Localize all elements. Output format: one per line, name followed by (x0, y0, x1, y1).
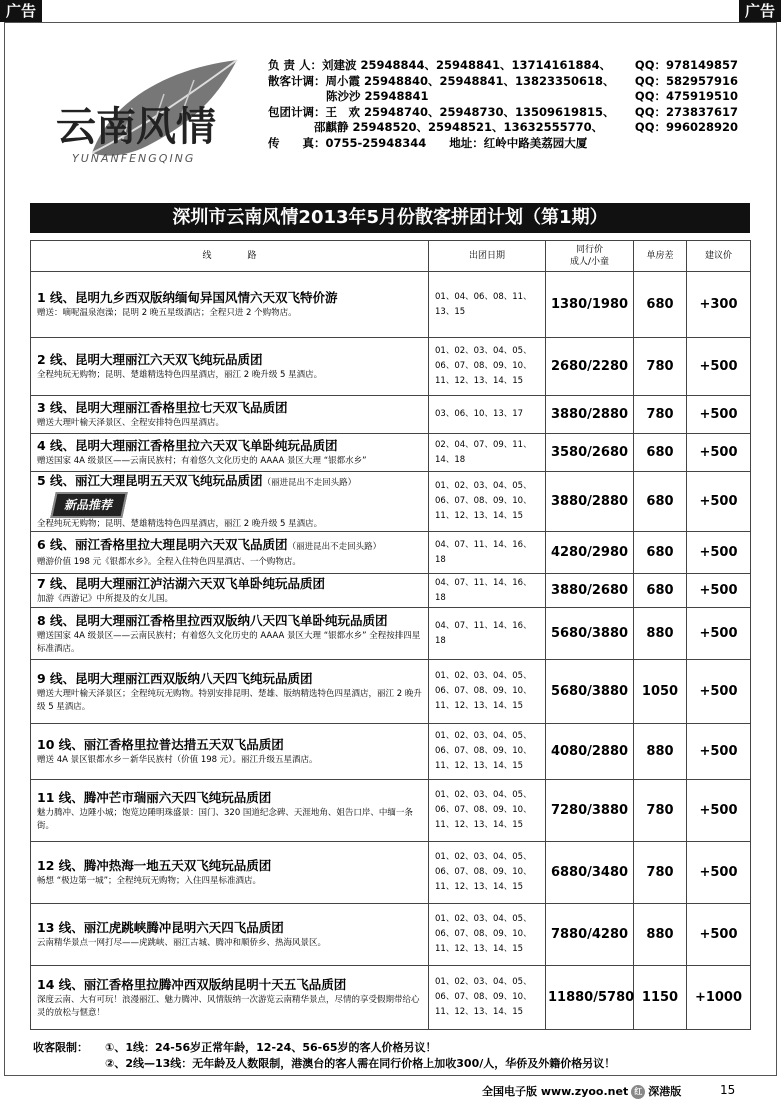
price-cell: 5680/3880 (546, 608, 634, 660)
header-single: 单房差 (634, 241, 687, 272)
dates-cell: 01、02、03、04、05、06、07、08、09、10、11、12、13、14、15 (429, 660, 546, 724)
price-cell: 3880/2880 (546, 472, 634, 532)
dates-cell: 01、02、03、04、05、06、07、08、09、10、11、12、13、14、15 (429, 966, 546, 1030)
single-cell: 880 (634, 904, 687, 966)
dates-cell: 01、02、03、04、05、06、07、08、09、10、11、12、13、14、15 (429, 780, 546, 842)
route-note: 赠送 4A 景区银都水乡－新华民族村（价值 198 元）。丽江升级五星酒店。 (37, 755, 318, 765)
route-note: 全程纯玩无购物；昆明、楚雄精选特色四星酒店，丽江 2 晚升级 5 星酒店。 (37, 370, 323, 380)
route-note: 深度云南、大有可玩！浪漫丽江、魅力腾冲、风情版纳一次游览云南精华景点，尽情的享受假期带给心灵的放松与惬意！ (37, 994, 420, 1018)
route-name: 9 线、昆明大理丽江西双版纳八天四飞纯玩品质团 (37, 670, 313, 686)
tour-plan-table (30, 240, 751, 1030)
route-hint: （丽进昆出不走回头路） (262, 478, 357, 488)
dates-cell: 01、02、03、04、05、06、07、08、09、10、11、12、13、14、15 (429, 472, 546, 532)
suggest-cell: +500 (687, 608, 751, 660)
contact-row: 邵麒静 25948520、25948521、13632555770、 QQ：996028920 (314, 120, 738, 134)
header-route: 线 路 (31, 241, 429, 272)
route-note: 赠游价值 198 元《银都水乡》。全程入住特色四星酒店、一个购物店。 (37, 557, 301, 567)
footer-badge: 红 (631, 1085, 645, 1099)
route-cell (31, 780, 429, 842)
table-row (31, 574, 751, 608)
yunnan-fengqing-logo (52, 58, 248, 168)
table-row (31, 842, 751, 904)
price-cell: 6880/3480 (546, 842, 634, 904)
table-row (31, 780, 751, 842)
contact-row: 负 责 人： 刘建波 25948844、25948841、13714161884、 QQ：978149857 (268, 58, 738, 72)
booking-limits (33, 1040, 753, 1072)
ad-label-right: 广告 (739, 0, 781, 22)
price-cell: 3880/2680 (546, 574, 634, 608)
table-row (31, 396, 751, 434)
suggest-cell: +500 (687, 338, 751, 396)
route-note: 赠送大理叶榆天泽景区、全程安排特色四星酒店。 (37, 418, 225, 428)
dates-cell: 01、02、03、04、05、06、07、08、09、10、11、12、13、14、15 (429, 338, 546, 396)
price-cell: 7880/4280 (546, 904, 634, 966)
table-row (31, 660, 751, 724)
route-cell (31, 272, 429, 338)
route-note: 赠送国家 4A 级景区——云南民族村；有着悠久文化历史的 AAAA 景区大理 “银都水乡” (37, 456, 367, 466)
single-cell: 680 (634, 574, 687, 608)
route-cell (31, 660, 429, 724)
suggest-cell: +500 (687, 660, 751, 724)
route-name: 8 线、昆明大理丽江香格里拉西双版纳八天四飞单卧纯玩品质团 (37, 612, 388, 628)
route-note: 赠送：嘀呢温泉泡澡；昆明 2 晚五星级酒店；全程只进 2 个购物店。 (37, 308, 297, 318)
route-cell (31, 608, 429, 660)
route-name: 12 线、腾冲热海一地五天双飞纯玩品质团 (37, 858, 272, 873)
route-name: 10 线、丽江香格里拉普达措五天双飞品质团 (37, 737, 284, 752)
footer-site: 全国电子版 www.zyoo.net (482, 1085, 629, 1098)
price-cell: 4080/2880 (546, 724, 634, 780)
single-cell: 680 (634, 434, 687, 472)
page-number: 15 (720, 1083, 736, 1097)
route-name: 6 线、丽江香格里拉大理昆明六天双飞品质团 (37, 537, 288, 552)
route-name: 3 线、昆明大理丽江香格里拉七天双飞品质团 (37, 400, 288, 415)
suggest-cell: +500 (687, 434, 751, 472)
route-note: 全程纯玩无购物；昆明、楚雄精选特色四星酒店，丽江 2 晚升级 5 星酒店。 (37, 519, 323, 529)
dates-cell: 04、07、11、14、16、18 (429, 608, 546, 660)
ad-label-left: 广告 (0, 0, 42, 22)
table-row (31, 272, 751, 338)
contact-row: 陈沙沙 25948841 QQ：475919510 (326, 89, 738, 103)
suggest-cell: +500 (687, 472, 751, 532)
suggest-cell: +500 (687, 724, 751, 780)
limits-line-2: ②、2线—13线：无年龄及人数限制，港澳台的客人需在同行价格上加收300/人，华侨及外籍价格另议！ (105, 1057, 616, 1070)
route-cell (31, 724, 429, 780)
price-cell: 2680/2280 (546, 338, 634, 396)
table-row (31, 338, 751, 396)
route-name: 14 线、丽江香格里拉腾冲西双版纳昆明十天五飞品质团 (37, 976, 347, 992)
route-note: 云南精华景点一网打尽——虎跳峡、丽江古城、腾冲和顺侨乡、热海风景区。 (37, 938, 327, 948)
route-cell (31, 532, 429, 574)
route-cell (31, 472, 429, 532)
suggest-cell: +500 (687, 574, 751, 608)
route-name: 2 线、昆明大理丽江六天双飞纯玩品质团 (37, 352, 263, 367)
table-row (31, 472, 751, 532)
single-cell: 780 (634, 842, 687, 904)
table-row (31, 904, 751, 966)
page-title: 深圳市云南风情2013年5月份散客拼团计划（第1期） (30, 203, 750, 233)
page-footer (0, 1080, 781, 1100)
price-cell: 5680/3880 (546, 660, 634, 724)
route-name: 13 线、丽江虎跳峡腾冲昆明六天四飞品质团 (37, 920, 284, 935)
limits-head: 收客限制： (33, 1041, 88, 1054)
price-cell: 1380/1980 (546, 272, 634, 338)
logo-text: 云南风情 (56, 103, 216, 150)
single-cell: 780 (634, 338, 687, 396)
single-cell: 880 (634, 608, 687, 660)
new-product-badge: 新品推荐 (50, 492, 128, 518)
header-suggest: 建议价 (687, 241, 751, 272)
route-note: 畅想 “极边第一城”；全程纯玩无购物；入住四星标准酒店。 (37, 876, 262, 886)
logo-subtext: YUNANFENGQING (72, 152, 196, 165)
suggest-cell: +500 (687, 532, 751, 574)
route-note: 赠送国家 4A 级景区——云南民族村；有着悠久文化历史的 AAAA 景区大理 “银都水乡” 全程按排四星标准酒店。 (37, 630, 421, 654)
contacts-block (268, 58, 738, 151)
dates-cell: 04、07、11、14、16、18 (429, 574, 546, 608)
contact-row: 传 真： 0755-25948344 地址：红岭中路美荔园大厦 (268, 135, 588, 150)
dates-cell: 01、02、03、04、05、06、07、08、09、10、11、12、13、14、15 (429, 842, 546, 904)
single-cell: 780 (634, 780, 687, 842)
route-cell (31, 574, 429, 608)
route-note: 赠送大理叶榆天泽景区；全程纯玩无购物。特别安排昆明、楚雄、版纳精选特色四星酒店，丽江 2 晚升级 5 星酒店。 (37, 688, 422, 712)
table-row (31, 434, 751, 472)
header-dates: 出团日期 (429, 241, 546, 272)
price-cell: 7280/3880 (546, 780, 634, 842)
dates-cell: 01、04、06、08、11、13、15 (429, 272, 546, 338)
dates-cell: 02、04、07、09、11、14、18 (429, 434, 546, 472)
route-cell (31, 966, 429, 1030)
price-cell: 3880/2880 (546, 396, 634, 434)
price-cell: 4280/2980 (546, 532, 634, 574)
route-name: 1 线、昆明九乡西双版纳缅甸异国风情六天双飞特价游 (37, 290, 338, 305)
route-name: 4 线、昆明大理丽江香格里拉六天双飞单卧纯玩品质团 (37, 438, 338, 453)
route-name: 11 线、腾冲芒市瑞丽六天四飞纯玩品质团 (37, 789, 272, 805)
table-row (31, 608, 751, 660)
single-cell: 680 (634, 472, 687, 532)
single-cell: 680 (634, 272, 687, 338)
route-name: 7 线、昆明大理丽江泸沽湖六天双飞单卧纯玩品质团 (37, 576, 326, 591)
single-cell: 880 (634, 724, 687, 780)
route-cell (31, 842, 429, 904)
route-hint: （丽进昆出不走回头路） (287, 542, 382, 552)
table-row (31, 724, 751, 780)
price-cell: 3580/2680 (546, 434, 634, 472)
route-note: 魅力腾冲、边陲小城；饱览边陲明珠盛景：国门、320 国道纪念碑、天涯地角、姐告口岸、中缅一条街。 (37, 807, 413, 831)
route-cell (31, 338, 429, 396)
suggest-cell: +500 (687, 904, 751, 966)
table-row (31, 966, 751, 1030)
dates-cell: 04、07、11、14、16、18 (429, 532, 546, 574)
footer-edition: 深港版 (648, 1085, 682, 1098)
dates-cell: 01、02、03、04、05、06、07、08、09、10、11、12、13、14、15 (429, 724, 546, 780)
single-cell: 1150 (634, 966, 687, 1030)
header-price: 同行价 成人/小童 (546, 241, 634, 272)
route-name: 5 线、丽江大理昆明五天双飞纯玩品质团 (37, 473, 263, 488)
suggest-cell: +1000 (687, 966, 751, 1030)
dates-cell: 03、06、10、13、17 (429, 396, 546, 434)
suggest-cell: +500 (687, 780, 751, 842)
price-cell: 11880/5780 (546, 966, 634, 1030)
suggest-cell: +500 (687, 396, 751, 434)
contact-row: 包团计调： 王 欢 25948740、25948730、13509619815、 QQ：273837617 (268, 104, 738, 119)
suggest-cell: +500 (687, 842, 751, 904)
table-row (31, 532, 751, 574)
contact-row: 散客计调： 周小霞 25948840、25948841、13823350618、 QQ：582957916 (268, 73, 738, 88)
single-cell: 680 (634, 532, 687, 574)
table-header-row (31, 241, 751, 272)
single-cell: 1050 (634, 660, 687, 724)
route-note: 加游《西游记》中所提及的女儿国。 (37, 594, 174, 604)
single-cell: 780 (634, 396, 687, 434)
dates-cell: 01、02、03、04、05、06、07、08、09、10、11、12、13、14、15 (429, 904, 546, 966)
limits-line-1: ①、1线：24-56岁正常年龄，12-24、56-65岁的客人价格另议！ (105, 1041, 437, 1054)
route-cell (31, 434, 429, 472)
suggest-cell: +300 (687, 272, 751, 338)
route-cell (31, 396, 429, 434)
route-cell (31, 904, 429, 966)
